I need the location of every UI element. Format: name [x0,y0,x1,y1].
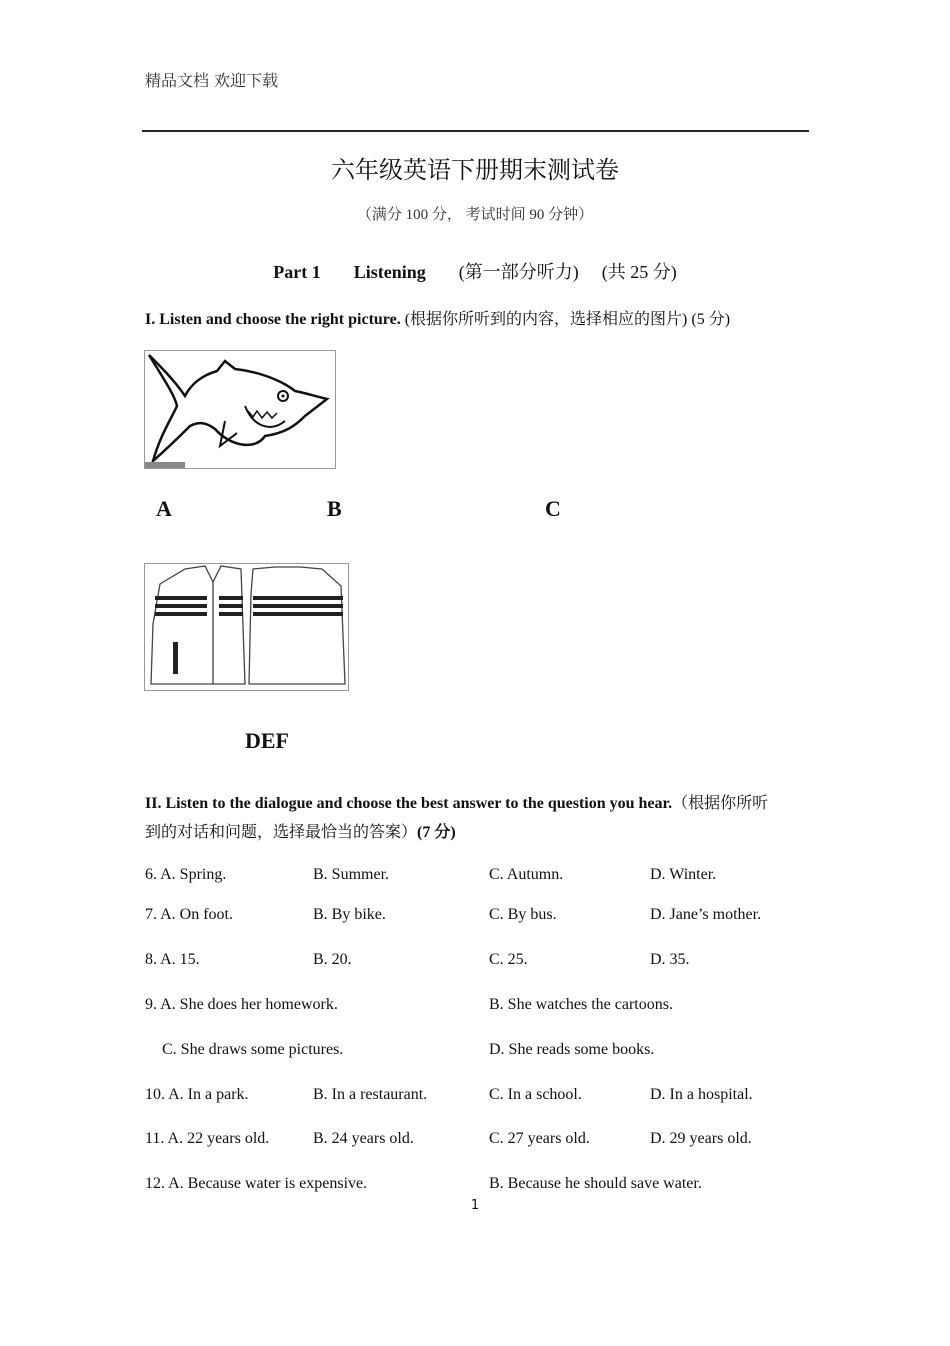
document-subtitle: （满分 100 分， 考试时间 90 分钟） [356,207,594,223]
section2-heading-cn-2: 到的对话和问题，选择最恰当的答案） [145,824,418,841]
option-letter-a: A [156,496,172,521]
section2-heading-en: II. Listen to the dialogue and choose the best answer to the question you hear. [145,795,673,812]
section1-heading-score: (5 分) [691,311,731,328]
q11-option-d: D. 29 years old. [650,1130,752,1147]
header-rule [142,130,809,132]
q10-option-c: C. In a school. [489,1086,582,1103]
q12-option-a: 12. A. Because water is expensive. [145,1175,368,1192]
option-letter-b: B [327,496,342,521]
part-name: Listening [353,262,426,282]
q11-option-b: B. 24 years old. [313,1130,414,1147]
jacket-picture [144,563,349,691]
q9-option-a: 9. A. She does her homework. [145,996,338,1013]
part-score: (共 25 分) [601,262,677,282]
q6-option-d: D. Winter. [650,866,717,883]
section2-heading-line2 [145,819,456,842]
option-letter-c: C [545,496,561,521]
q6-option-c: C. Autumn. [489,866,564,883]
q7-option-d: D. Jane’s mother. [650,906,762,923]
q10-option-d: D. In a hospital. [650,1086,753,1103]
q10-option-b: B. In a restaurant. [313,1086,428,1103]
q7-option-a: 7. A. On foot. [145,906,233,923]
option-letters-def: DEF [245,728,289,753]
document-title: 六年级英语下册期末测试卷 [331,156,619,184]
q8-option-a: 8. A. 15. [145,951,200,968]
q12-option-b: B. Because he should save water. [489,1175,702,1192]
shark-icon [145,351,335,468]
section2-heading-line1 [145,790,768,813]
q6-option-a: 6. A. Spring. [145,866,227,883]
part-label: Part 1 [273,262,321,282]
q8-option-d: D. 35. [650,951,690,968]
page-header: 精品文档 欢迎下载 [145,71,279,90]
q9-option-b: B. She watches the cartoons. [489,996,673,1013]
section1-heading-en: I. Listen and choose the right picture. [145,311,401,328]
q8-option-c: C. 25. [489,951,528,968]
q6-option-b: B. Summer. [313,866,390,883]
q11-option-c: C. 27 years old. [489,1130,590,1147]
part-cn: (第一部分听力) [458,262,579,282]
section2-heading-cn-1: （根据你所听 [672,795,769,812]
shark-picture [144,350,336,469]
q11-option-a: 11. A. 22 years old. [145,1130,270,1147]
section1-heading-cn: (根据你所听到的内容，选择相应的图片) [404,311,688,328]
page-number: 1 [470,1198,480,1213]
q7-option-b: B. By bike. [313,906,386,923]
section1-heading [145,306,730,329]
section2-heading-score: (7 分) [417,824,456,841]
jacket-icon [145,564,348,690]
q9-option-d: D. She reads some books. [489,1041,655,1058]
q8-option-b: B. 20. [313,951,352,968]
part-heading [0,258,950,284]
q10-option-a: 10. A. In a park. [145,1086,249,1103]
q7-option-c: C. By bus. [489,906,557,923]
q9-option-c: C. She draws some pictures. [162,1041,344,1058]
